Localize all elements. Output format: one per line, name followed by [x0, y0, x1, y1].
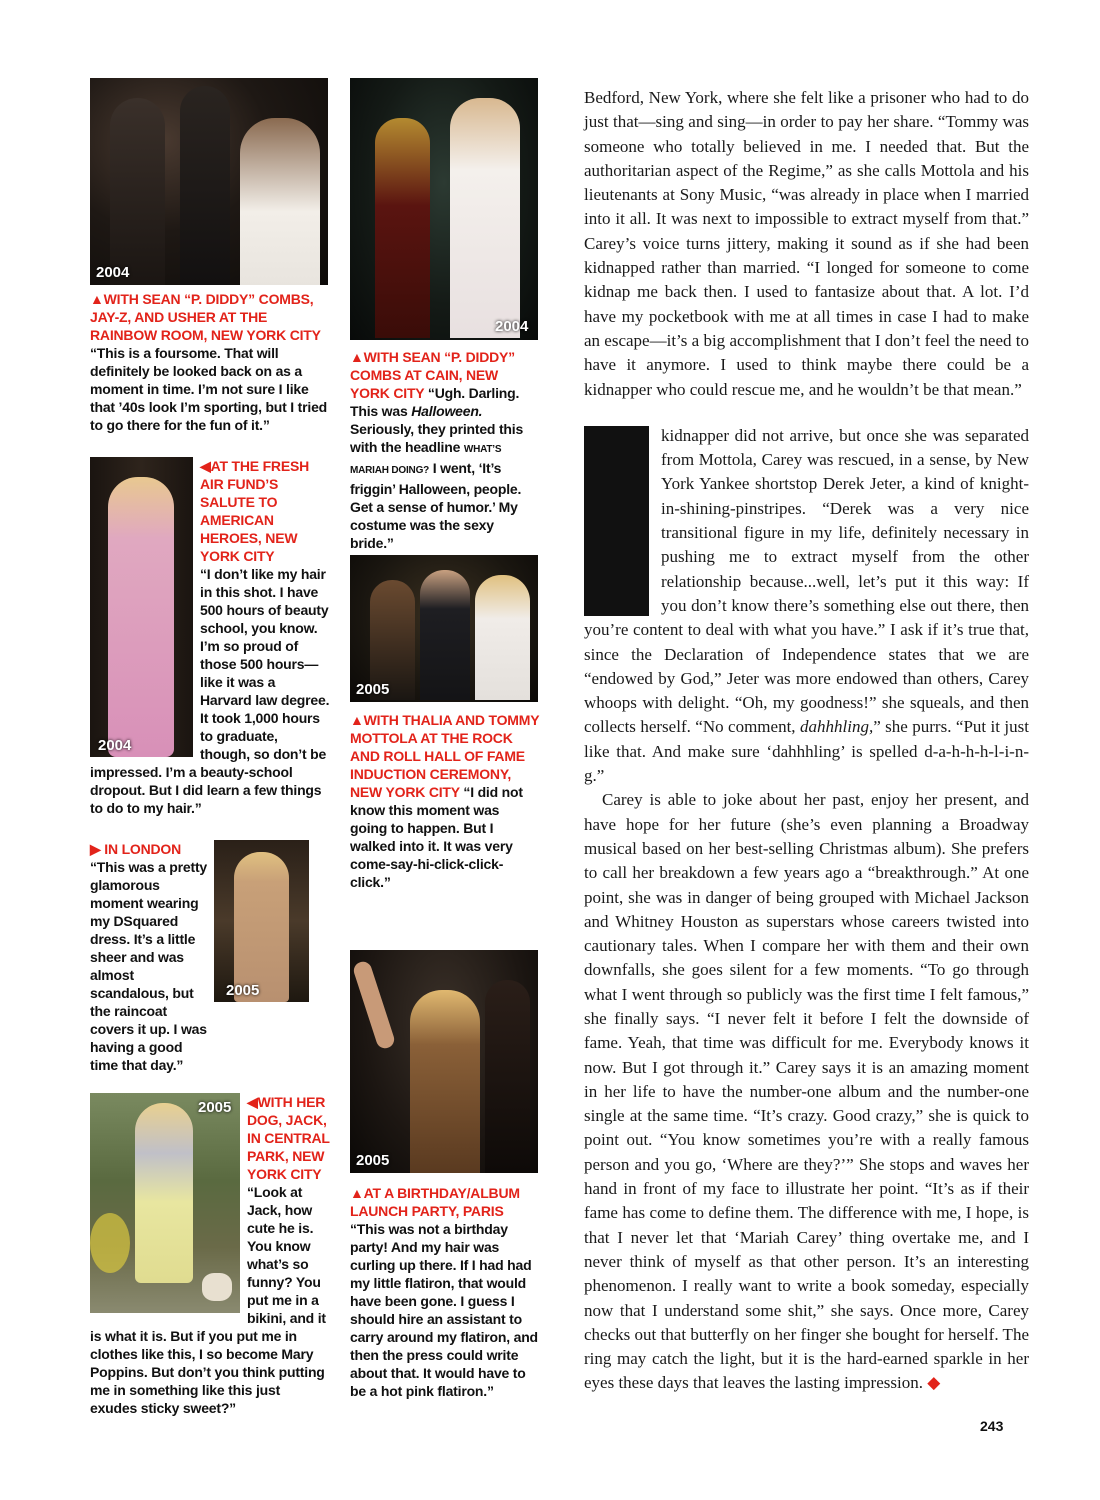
- photo-year: 2004: [98, 737, 132, 754]
- caption-marker: ▶: [90, 841, 101, 857]
- caption-central-park: [90, 1093, 330, 1417]
- caption-heading: AT THE FRESH AIR FUND’S SALUTE TO AMERICAN HEROES, NEW YORK CITY: [200, 458, 310, 564]
- article-body: [584, 86, 1029, 1396]
- photo-year: 2005: [356, 1152, 390, 1169]
- caption-marker: ▲: [350, 349, 364, 365]
- caption-quote: “This was a pretty glamorous moment wearing my DSquared dress. It’s a little sheer and was almost scandalous, but the raincoat covers it up. I was having a good time that day.”: [90, 859, 207, 1073]
- caption-quote: “I did not know this moment was going to happen. But I walked into it. It was very come-say-hi-click-click-click.”: [350, 784, 523, 890]
- caption-fresh-air-fund: [90, 457, 330, 817]
- caption-quote: “This is a foursome. That will definitely be looked back on as a moment in time. I’m not sure I like that ’40s look I’m sporting, but I tried to go there for the fun of it.”: [90, 345, 328, 433]
- caption-heading: WITH SEAN “P. DIDDY” COMBS AT CAIN, NEW YORK CITY: [350, 349, 515, 401]
- caption-heading: AT A BIRTHDAY/ALBUM LAUNCH PARTY, PARIS: [350, 1185, 520, 1219]
- caption-heading: IN LONDON: [104, 841, 182, 857]
- photo-year: 2005: [198, 1099, 232, 1116]
- caption-marker: ◀: [247, 1094, 258, 1110]
- caption-marker: ▲: [90, 291, 104, 307]
- caption-quote: “Ugh. Darling. This was: [350, 385, 520, 419]
- caption-cain: [350, 348, 540, 552]
- article-paragraph: Bedford, New York, where she felt like a prisoner who had to do just that—sing and sing—in order to pay her share. “Tommy was someone who totally believed in me. I needed that. But the authoritarian aspect of the Regime,” as she calls Mottola and his lieutenants at Sony Music, “was already in place when I married into it all. It was next to impossible to extract myself from that.” Carey’s voice turns jittery, making it sound as if she had been kidnapped rather than married. “I longed for someone to come kidnap me back then. I used to fantasize about that. A lot. I’d have my pocketbook with me at all times in case I had to make an escape—it’s a big accomplishment that I don’t feel the need to have it anymore. I used to think maybe there could be a kidnapper who could rescue me, and he wouldn’t be that mean.”: [584, 88, 1029, 399]
- caption-rock-hall: [350, 711, 540, 891]
- caption-heading: WITH THALIA AND TOMMY MOTTOLA AT THE ROCK AND ROLL HALL OF FAME INDUCTION CEREMONY, NEW YORK CITY: [350, 712, 540, 800]
- page-number: 243: [980, 1418, 1004, 1434]
- photo-rainbow-room: [90, 78, 328, 285]
- caption-marker: ▲: [350, 1185, 364, 1201]
- photo-year: 2004: [96, 264, 130, 281]
- caption-paris-party: [350, 1184, 540, 1400]
- photo-year: 2005: [356, 681, 390, 698]
- photo-year: 2005: [226, 982, 260, 999]
- caption-smallcaps: WHAT’S MARIAH DOING?: [350, 444, 502, 476]
- article-paragraph-dropcap: [584, 424, 1029, 788]
- caption-quote: “This was not a birthday party! And my hair was curling up there. If I had had my little flatiron, that would have been gone. I guess I should hire an assistant to carry around my flatiron, and then the press could write about that. It would have to be a hot pink flatiron.”: [350, 1221, 538, 1399]
- end-mark-icon: ◆: [927, 1373, 941, 1393]
- article-text: ” she purrs. “Put it just like that. And make sure ‘dahhhling’ is spelled d-a-h-h-h-l-i-n-g.”: [584, 717, 1029, 786]
- photo-cain-halloween: [350, 78, 538, 340]
- caption-rainbow-room: [90, 290, 330, 434]
- photo-rock-hall: [350, 555, 538, 702]
- caption-heading: WITH SEAN “P. DIDDY” COMBS, JAY-Z, AND USHER AT THE RAINBOW ROOM, NEW YORK CITY: [90, 291, 321, 343]
- article-text: kidnapper did not arrive, but once she was separated from Mottola, Carey was rescued, in a sense, by New York Yankee shortstop Derek Jeter, a kind of knight-in-shining-pinstripes. “Derek was a very nice transitional figure in my life, definitely necessary in pushing me to extract myself from the other relationship because...well, let’s put it this way: If you don’t know there’s something else out there, then you’re content to deal with what you have.” I ask if it’s true that, since the Declaration of Independence states that we are “endowed by God,” Jeter was more endowed than others, Carey whoops with delight. “Oh, my goodness!” she squeals, and then collects herself. “No comment,: [584, 425, 1029, 737]
- article-paragraph: [584, 788, 1029, 1395]
- photo-london: [214, 840, 309, 1002]
- drop-cap: [584, 426, 649, 616]
- article-italic: dahhhling,: [800, 717, 874, 737]
- photo-year: 2004: [495, 318, 529, 335]
- caption-quote: I went, ‘It’s friggin’ Halloween, people. Get a sense of humor.’ My costume was the sexy bride.”: [350, 460, 522, 551]
- article-text: Carey is able to joke about her past, enjoy her present, and have hope for her future (she’s even planning a Broadway musical based on her best-selling Christmas album). She prefers to call her breakdown a few years ago a “breakthrough.” At one point, she was in danger of being grouped with Michael Jackson and Whitney Houston as superstars whose careers twisted into cautionary tales. When I compare her with them and their own downfalls, she goes silent for a few moments. “To go through what I went through so publicly was the first time I felt famous,” she finally says. “I never felt it before I felt the downside of fame. Yeah, that time was difficult for me. Everybody knows it now. But I got through it.” Carey says it is an amazing moment in her life to have the number-one album and the number-one single at the same time. “It’s crazy. Good crazy,” she is quick to point out. “You know sometimes you’re with a really famous person and you go, ‘Where are they?’” She stops and waves her hand in front of my face to illustrate her point. “It’s as if their fame has come to define them. The difference with me, I hope, is that I never let that ‘Mariah Carey’ thing overtake me, and I never think of myself as that other person. It’s an interesting phenomenon. I really want to write a book someday, especially now that I understand some shit,” she says. Once more, Carey checks out that butterfly on her finger she bought for herself. The ring may catch the light, but it is the hard-earned sparkle in her eyes these days that leaves the lasting impression.: [584, 790, 1029, 1393]
- caption-marker: ▲: [350, 712, 364, 728]
- caption-quote: “Look at Jack, how cute he is. You know what’s so funny? You put me in a bikini, and it is what it is. But if you put me in clothes like this, I so become Mary Poppins. But don’t you think putting me in something like this just exudes sticky sweet?”: [90, 1184, 326, 1416]
- photo-paris-party: [350, 950, 538, 1173]
- caption-london: [90, 840, 208, 1074]
- caption-marker: ◀: [200, 458, 211, 474]
- caption-quote: “I don’t like my hair in this shot. I have 500 hours of beauty school, you know. I’m so proud of those 500 hours—like it was a Harvard law degree. It took 1,000 hours to graduate, though, so don’t be impressed. I’m a beauty-school dropout. But I did learn a few things to do to my hair.”: [90, 566, 330, 816]
- caption-italic: Halloween.: [411, 403, 483, 419]
- caption-quote: Seriously, they printed this with the headline: [350, 421, 524, 455]
- caption-heading: WITH HER DOG, JACK, IN CENTRAL PARK, NEW YORK CITY: [247, 1094, 330, 1182]
